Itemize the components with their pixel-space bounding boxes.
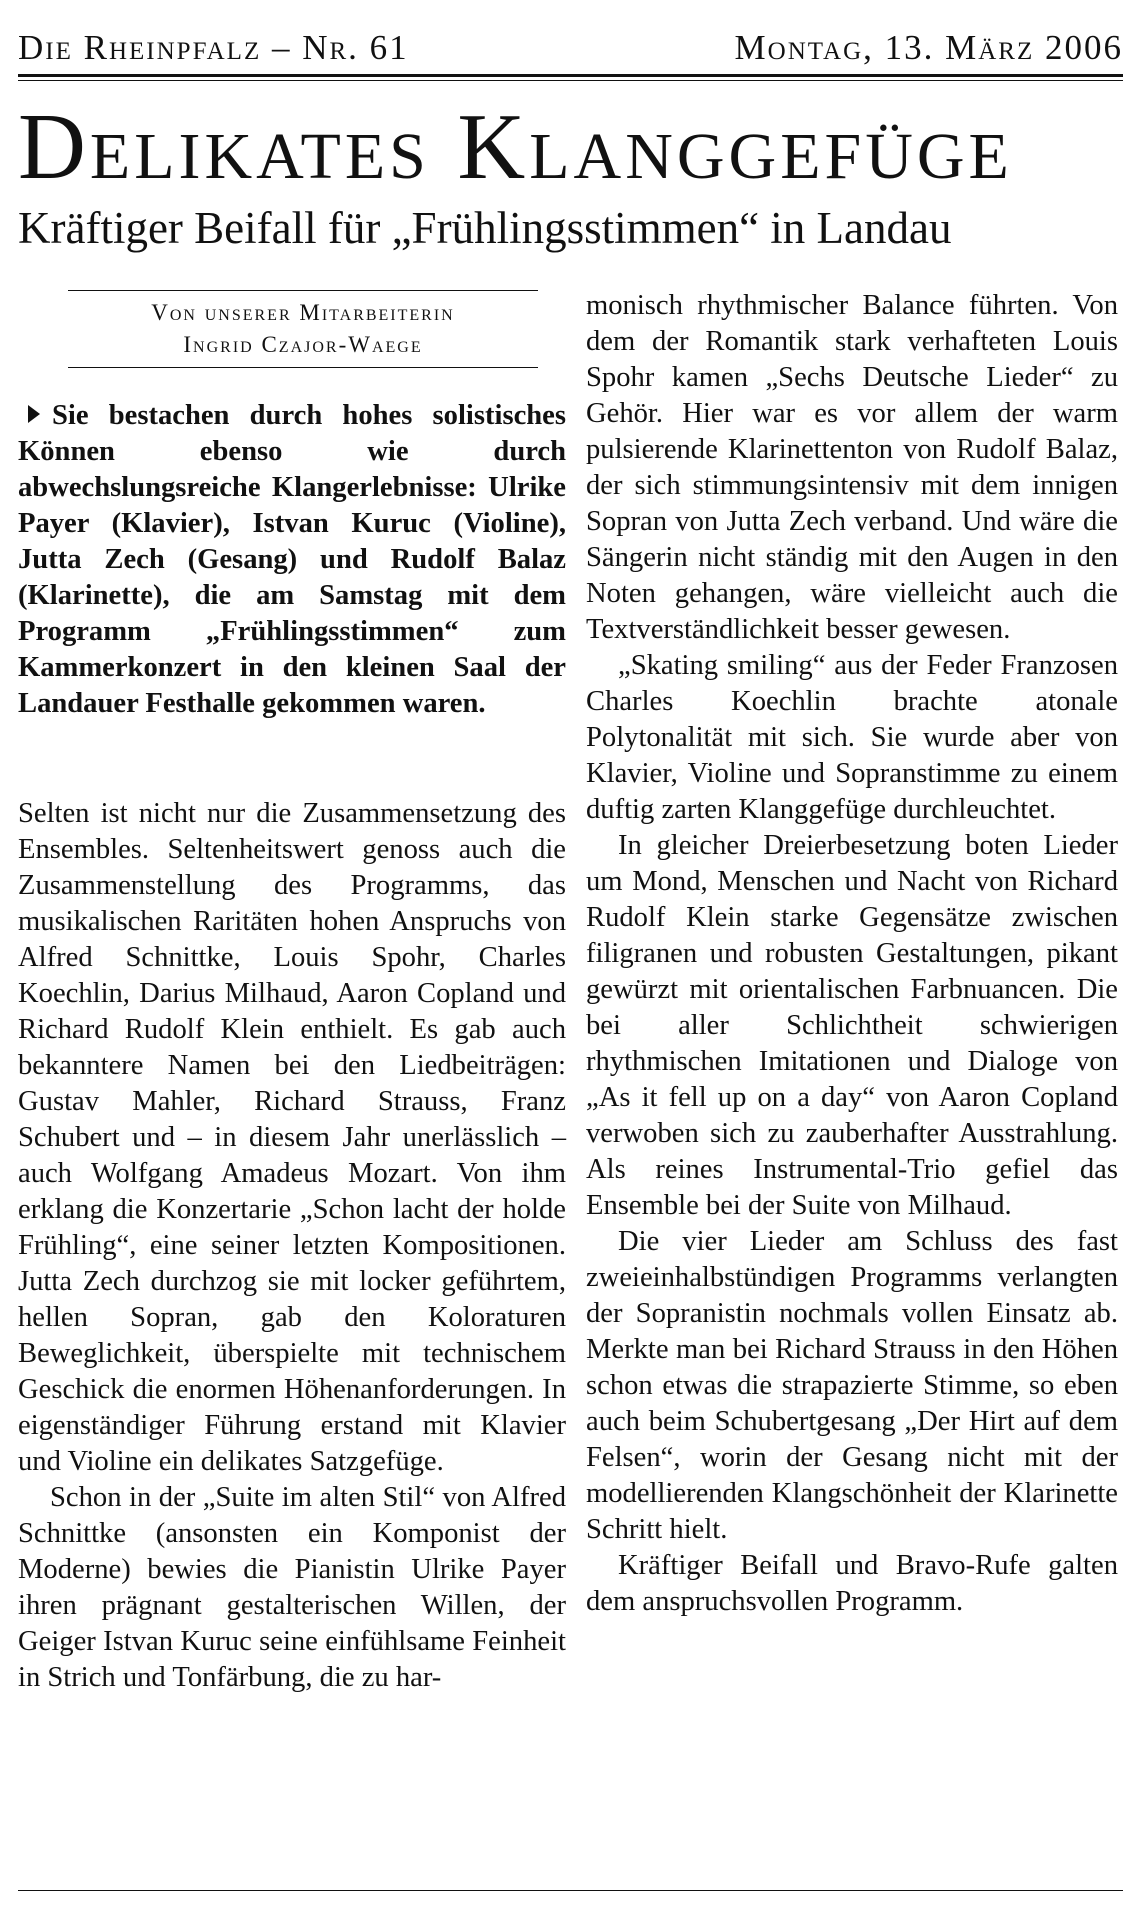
subheadline: Kräftiger Beifall für „Frühlingsstimmen“ in Landau xyxy=(18,203,952,253)
body-paragraph: monisch rhythmischer Balance führten. Von dem der Romantik stark verhafteten Louis Spohr kamen „Sechs Deutsche Lieder“ zu Gehör. Hier war es vor allem der warm pulsierende Klarinettenton von Rudolf Balaz, der sich stimmungsintensiv mit dem innigen Sopran von Jutta Zech verband. Und wäre die Sängerin nicht ständig mit den Augen in den Noten gehangen, wäre vielleicht auch die Textverständlichkeit besser gewesen. xyxy=(586,290,1118,645)
masthead xyxy=(18,22,1123,68)
headline: Delikates Klanggefüge xyxy=(18,95,1013,199)
byline-line1: Von unserer Mitarbeiterin xyxy=(151,300,455,325)
lead-text: Sie bestachen durch hohes solistisches Können ebenso wie durch abwechslungsreiche Klangerlebnisse: Ulrike Payer (Klavier), Istvan Kuruc (Violine), Jutta Zech (Gesang) und Rudolf Balaz (Klarinette), die am Samstag mit dem Programm „Frühlingsstimmen“ zum Kammerkonzert in den kleinen Saal der Landauer Festhalle gekommen waren. xyxy=(18,400,566,719)
byline-rule-bottom xyxy=(68,367,538,368)
body-paragraph: Kräftiger Beifall und Bravo-Rufe galten dem anspruchsvollen Programm. xyxy=(586,1550,1118,1617)
body-paragraph: Selten ist nicht nur die Zusammensetzung des Ensembles. Seltenheitswert genoss auch die Zusammenstellung des Programms, das musikalischen Raritäten hohen Anspruchs von Alfred Schnittke, Louis Spohr, Charles Koechlin, Darius Milhaud, Aaron Copland und Richard Rudolf Klein enthielt. Es gab auch bekanntere Namen bei den Liedbeiträgen: Gustav Mahler, Richard Strauss, Franz Schubert und – in diesem Jahr unerlässlich – auch Wolfgang Amadeus Mozart. Von ihm erklang die Konzertarie „Schon lacht der holde Frühling“, eine seiner letzten Kompositionen. Jutta Zech durchzog sie mit locker geführtem, hellen Sopran, gab den Koloraturen Beweglichkeit, überspielte mit technischem Geschick die enormen Höhenanforderungen. In eigenständiger Führung erstand mit Klavier und Violine ein delikates Satzgefüge. xyxy=(18,798,566,1477)
bullet-triangle-icon xyxy=(28,405,40,423)
body-paragraph: In gleicher Dreierbesetzung boten Lieder um Mond, Menschen und Nacht von Richard Rudolf Klein starke Gegensätze zwischen filigranen und robusten Gestaltungen, pikant gewürzt mit orientalischen Farbnuancen. Die bei aller Schlichtheit schwierigen rhythmischen Imitationen und Dialoge von „As it fell up on a day“ von Aaron Copland verwoben sich zu zauberhafter Ausstrahlung. Als reines Instrumental-Trio gefiel das Ensemble bei der Suite von Milhaud. xyxy=(586,830,1118,1221)
paper-name: Die Rheinpfalz – Nr. 61 xyxy=(18,28,409,67)
body-paragraph: „Skating smiling“ aus der Feder Franzosen Charles Koechlin brachte atonale Polytonalität mit sich. Sie wurde aber von Klavier, Violine und Sopranstimme zu einem duftig zarten Klanggefüge durchleuchtet. xyxy=(586,650,1118,825)
byline xyxy=(68,290,538,368)
lead-paragraph xyxy=(18,398,566,722)
masthead-rule-thin xyxy=(18,80,1123,81)
body-paragraph: Die vier Lieder am Schluss des fast zweieinhalbstündigen Programms verlangten der Sopranistin nochmals vollen Einsatz ab. Merkte man bei Richard Strauss in den Höhen schon etwas die strapazierte Stimme, so eben auch beim Schubertgesang „Der Hirt auf dem Felsen“, worin der Gesang nicht mit der modellierenden Klangschönheit der Klarinette Schritt hielt. xyxy=(586,1226,1118,1545)
article-column-left xyxy=(18,796,566,1696)
bottom-rule xyxy=(18,1890,1123,1891)
masthead-rule xyxy=(18,74,1123,77)
issue-date: Montag, 13. März 2006 xyxy=(734,28,1123,67)
article-column-right xyxy=(586,288,1118,1620)
byline-author: Ingrid Czajor-Waege xyxy=(183,332,423,357)
body-paragraph: Schon in der „Suite im alten Stil“ von Alfred Schnittke (ansonsten ein Komponist der Moderne) bewies die Pianistin Ulrike Payer ihren prägnant gestalterischen Willen, der Geiger Istvan Kuruc seine einfühlsame Feinheit in Strich und Tonfärbung, die zu har- xyxy=(18,1482,566,1693)
